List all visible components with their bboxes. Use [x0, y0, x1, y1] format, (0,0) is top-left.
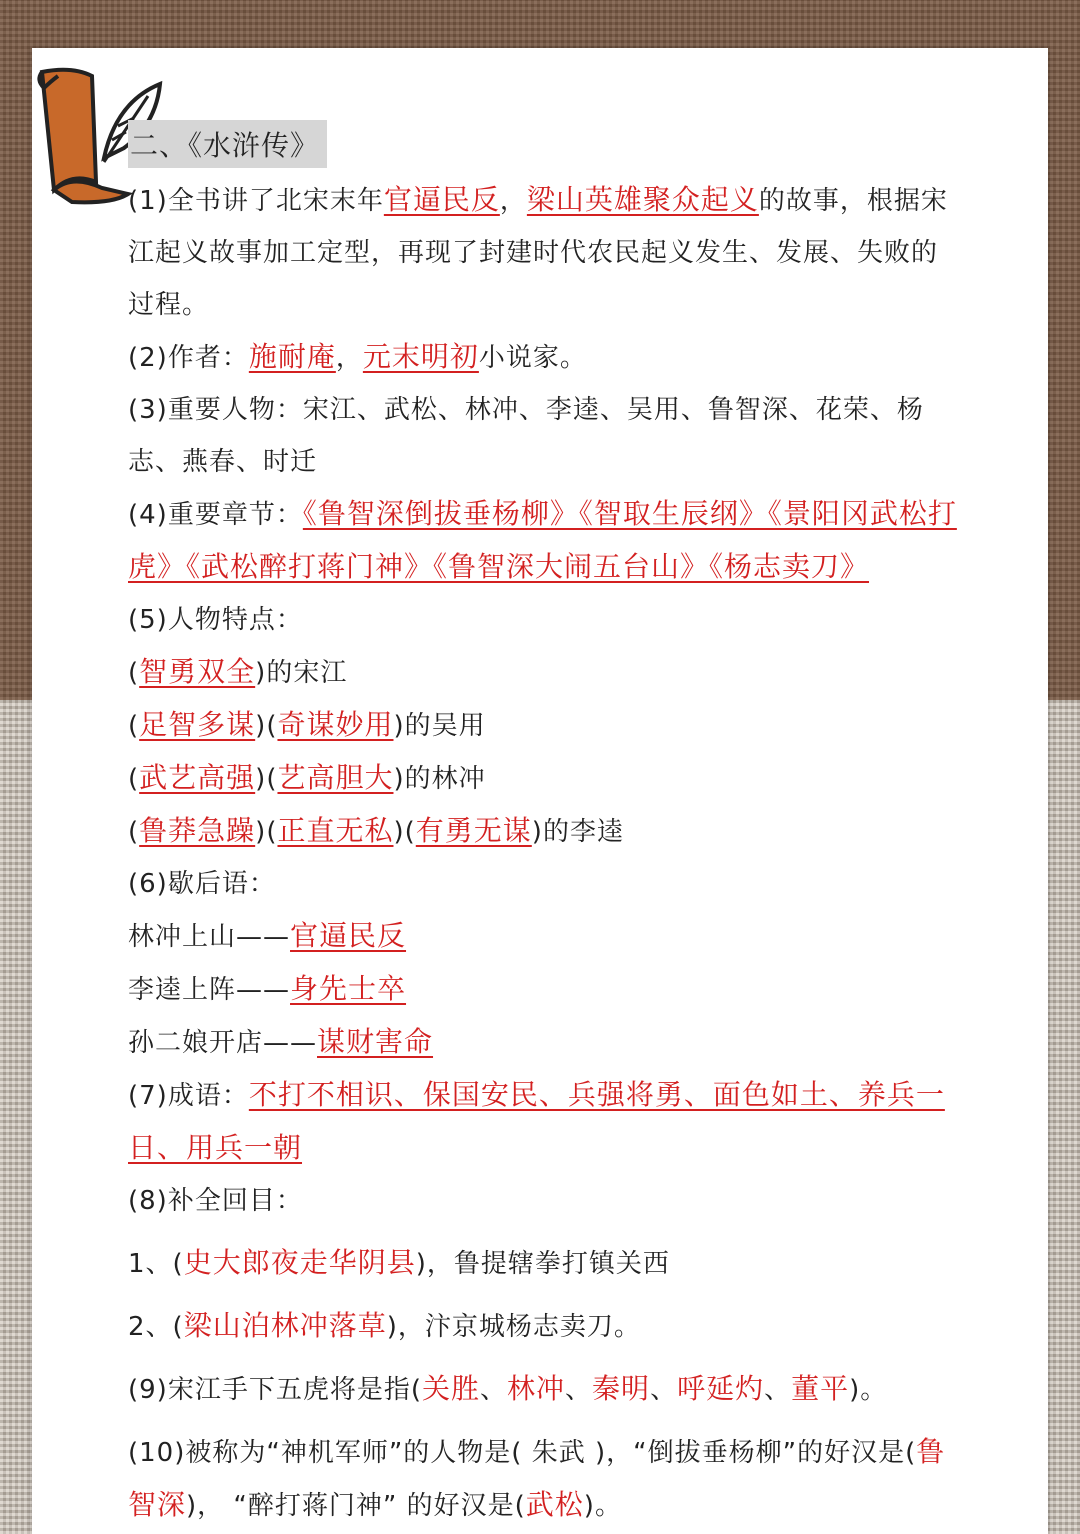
answer: 施耐庵 — [248, 340, 336, 373]
item-10: (10)被称为“神机军师”的人物是( 朱武 )，“倒拔垂杨柳”的好汉是(鲁智深)， “醉打蒋门神” 的好汉是(武松)。 — [128, 1435, 946, 1521]
item-6-label: (6)歇后语： — [128, 869, 276, 899]
item-3: (3)重要人物：宋江、武松、林冲、李逵、吴用、鲁智深、花荣、杨志、燕春、时迁 — [128, 395, 924, 477]
item-4: (4)重要章节：《鲁智深倒拔垂杨柳》《智取生辰纲》《景阳冈武松打虎》《武松醉打蒋门神》《鲁智深大闹五台山》《杨志卖刀》 — [128, 497, 957, 583]
xiehouyu-1: 林冲上山——官逼民反 — [128, 919, 407, 952]
xiehouyu-3: 孙二娘开店——谋财害命 — [128, 1025, 434, 1058]
trait-likui: (鲁莽急躁)(正直无私)(有勇无谋)的李逵 — [128, 814, 624, 847]
content-area — [128, 120, 958, 1532]
item-1: (1)全书讲了北宋末年官逼民反，梁山英雄聚众起义的故事，根据宋江起义故事加工定型，再现了封建时代农民起义发生、发展、失败的过程。 — [128, 183, 948, 320]
trait-linchong: (武艺高强)(艺高胆大)的林冲 — [128, 761, 486, 794]
item-8-label: (8)补全回目： — [128, 1186, 303, 1216]
item-7: (7)成语：不打不相识、保国安民、兵强将勇、面色如土、养兵一日、用兵一朝 — [128, 1078, 945, 1164]
section-heading: 二、《水浒传》 — [128, 120, 327, 168]
trait-songjiang: (智勇双全)的宋江 — [128, 655, 348, 688]
answer: 《鲁智深倒拔垂杨柳》《智取生辰纲》《景阳冈武松打虎》《武松醉打蒋门神》《鲁智深大闹五台山》《杨志卖刀》 — [128, 497, 957, 583]
item-5-label: (5)人物特点： — [128, 605, 303, 635]
huimu-2: 2、(梁山泊林冲落草)，汴京城杨志卖刀。 — [128, 1309, 641, 1342]
answer: 不打不相识、保国安民、兵强将勇、面色如土、养兵一日、用兵一朝 — [128, 1078, 945, 1164]
trait-wuyong: (足智多谋)(奇谋妙用)的吴用 — [128, 708, 486, 741]
answer: 元末明初 — [362, 340, 479, 373]
huimu-1: 1、(史大郎夜走华阴县)，鲁提辖拳打镇关西 — [128, 1246, 670, 1279]
item-2: (2)作者：施耐庵，元末明初小说家。 — [128, 340, 587, 373]
xiehouyu-2: 李逵上阵——身先士卒 — [128, 972, 407, 1005]
answer: 梁山英雄聚众起义 — [526, 183, 759, 216]
answer: 官逼民反 — [383, 183, 500, 216]
item-9: (9)宋江手下五虎将是指(关胜、林冲、秦明、呼延灼、董平)。 — [128, 1372, 888, 1405]
